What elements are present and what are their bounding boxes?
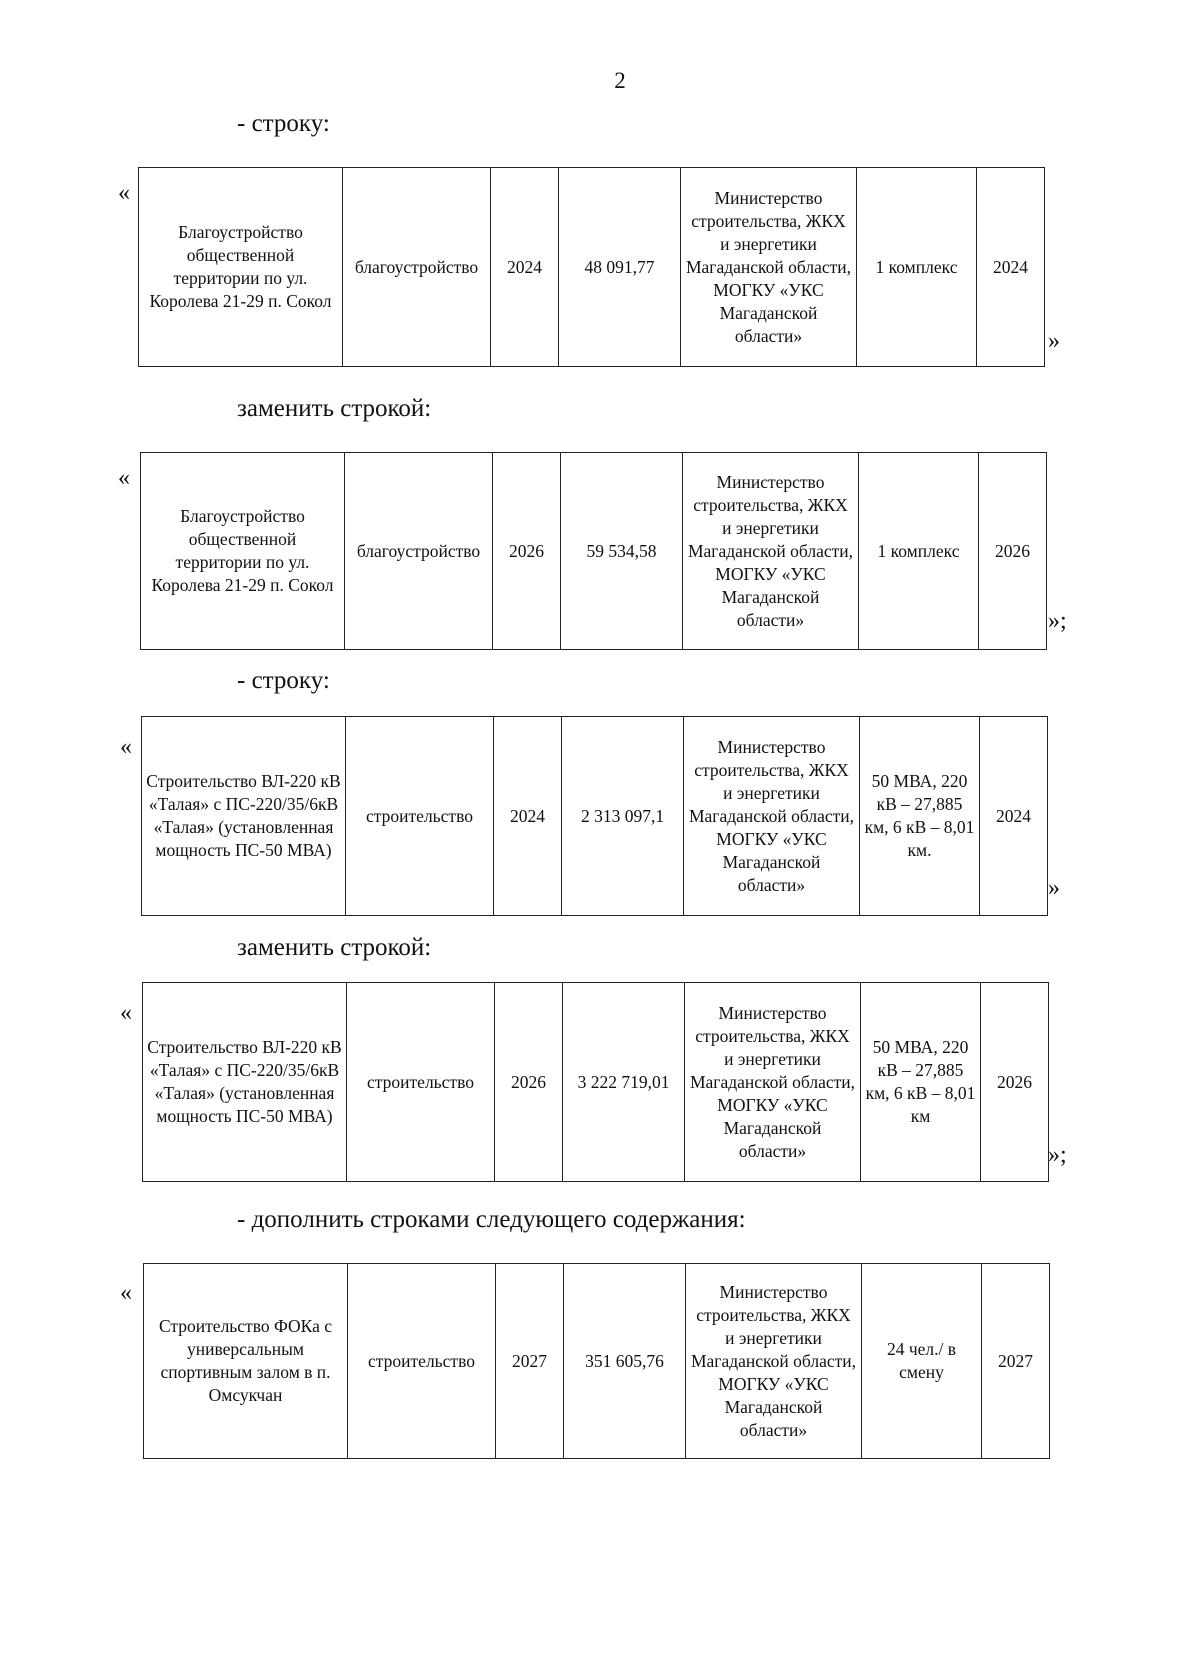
year-cell: 2024 [491, 168, 559, 367]
open-quote: « [118, 465, 130, 491]
page-number: 2 [614, 68, 626, 93]
object-name-cell: Строительство ВЛ-220 кВ «Талая» с ПС-220/35/6кВ «Талая» (установленная мощность ПС-50 МВА) [142, 717, 346, 916]
responsible-cell: Министерство строительства, ЖКХ и энергетики Магаданской области, МОГКУ «УКС Магаданской области» [681, 168, 857, 367]
open-quote: « [120, 734, 132, 760]
year-cell: 2024 [494, 717, 562, 916]
cost-cell: 351 605,76 [564, 1264, 686, 1459]
responsible-cell: Министерство строительства, ЖКХ и энергетики Магаданской области, МОГКУ «УКС Магаданской области» [685, 983, 861, 1182]
table-row [142, 717, 1048, 916]
cost-cell: 59 534,58 [561, 453, 683, 650]
year-cell: 2026 [493, 453, 561, 650]
responsible-cell: Министерство строительства, ЖКХ и энергетики Магаданской области, МОГКУ «УКС Магаданской области» [683, 453, 859, 650]
work-type-cell: строительство [347, 983, 495, 1182]
intro-text: - дополнить строками следующего содержания: [237, 1206, 746, 1233]
intro-text: заменить строкой: [237, 934, 432, 961]
amendment-table [143, 1263, 1050, 1459]
capacity-cell: 50 МВА, 220 кВ – 27,885 км, 6 кВ – 8,01 км. [860, 717, 980, 916]
table-row [141, 453, 1047, 650]
responsible-cell: Министерство строительства, ЖКХ и энергетики Магаданской области, МОГКУ «УКС Магаданской области» [686, 1264, 862, 1459]
object-name-cell: Благоустройство общественной территории по ул. Королева 21-29 п. Сокол [141, 453, 345, 650]
capacity-cell: 24 чел./ в смену [862, 1264, 982, 1459]
open-quote: « [118, 180, 130, 206]
intro-text: - строку: [237, 110, 330, 137]
completion-year-cell: 2024 [980, 717, 1048, 916]
object-name-cell: Благоустройство общественной территории по ул. Королева 21-29 п. Сокол [139, 168, 343, 367]
amendment-table [142, 982, 1049, 1182]
cost-cell: 3 222 719,01 [563, 983, 685, 1182]
work-type-cell: строительство [346, 717, 494, 916]
year-cell: 2026 [495, 983, 563, 1182]
completion-year-cell: 2026 [981, 983, 1049, 1182]
completion-year-cell: 2027 [982, 1264, 1050, 1459]
year-cell: 2027 [496, 1264, 564, 1459]
object-name-cell: Строительство ВЛ-220 кВ «Талая» с ПС-220/35/6кВ «Талая» (установленная мощность ПС-50 МВА) [143, 983, 347, 1182]
table-row [139, 168, 1045, 367]
close-quote: »; [1048, 1142, 1067, 1168]
completion-year-cell: 2024 [977, 168, 1045, 367]
capacity-cell: 50 МВА, 220 кВ – 27,885 км, 6 кВ – 8,01 км [861, 983, 981, 1182]
work-type-cell: строительство [348, 1264, 496, 1459]
amendment-table [138, 167, 1045, 367]
close-quote: » [1048, 875, 1060, 901]
work-type-cell: благоустройство [343, 168, 491, 367]
table-row [143, 983, 1049, 1182]
cost-cell: 2 313 097,1 [562, 717, 684, 916]
work-type-cell: благоустройство [345, 453, 493, 650]
completion-year-cell: 2026 [979, 453, 1047, 650]
capacity-cell: 1 комплекс [859, 453, 979, 650]
intro-text: - строку: [237, 667, 330, 694]
responsible-cell: Министерство строительства, ЖКХ и энергетики Магаданской области, МОГКУ «УКС Магаданской области» [684, 717, 860, 916]
close-quote: » [1048, 328, 1060, 354]
table-row [144, 1264, 1050, 1459]
cost-cell: 48 091,77 [559, 168, 681, 367]
open-quote: « [120, 1000, 132, 1026]
close-quote: »; [1048, 608, 1067, 634]
amendment-table [140, 452, 1047, 650]
amendment-table [141, 716, 1048, 916]
capacity-cell: 1 комплекс [857, 168, 977, 367]
object-name-cell: Строительство ФОКа с универсальным спортивным залом в п. Омсукчан [144, 1264, 348, 1459]
intro-text: заменить строкой: [237, 395, 432, 422]
open-quote: « [120, 1280, 132, 1306]
